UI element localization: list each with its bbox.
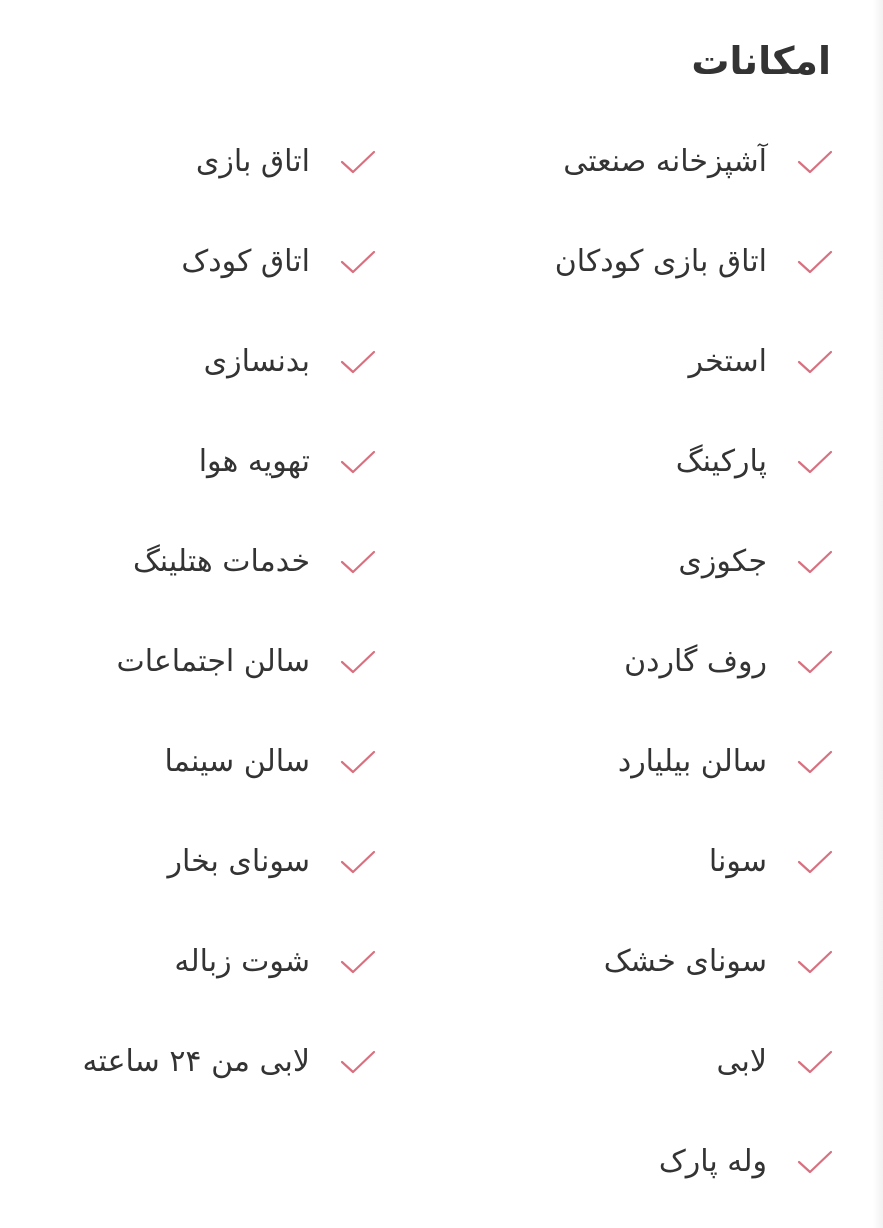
amenity-label: تهویه هوا <box>198 444 310 479</box>
check-icon <box>795 947 835 977</box>
amenity-label: خدمات هتلینگ <box>132 544 310 579</box>
amenity-label: سالن اجتماعات <box>116 644 310 679</box>
amenity-item <box>455 112 835 212</box>
check-icon <box>338 447 378 477</box>
amenity-label: پارکینگ <box>675 444 767 479</box>
amenity-label: لابی <box>716 1044 767 1079</box>
check-icon <box>795 1147 835 1177</box>
amenity-label: سونای بخار <box>167 844 310 879</box>
amenity-item <box>0 612 378 712</box>
check-icon <box>338 847 378 877</box>
amenity-item <box>455 912 835 1012</box>
amenity-item <box>0 812 378 912</box>
amenity-item <box>0 112 378 212</box>
amenity-item <box>455 612 835 712</box>
check-icon <box>795 347 835 377</box>
check-icon <box>795 447 835 477</box>
amenity-item <box>0 312 378 412</box>
amenity-label: اتاق بازی کودکان <box>554 244 767 279</box>
check-icon <box>338 1047 378 1077</box>
check-icon <box>338 247 378 277</box>
check-icon <box>338 347 378 377</box>
section-title: امکانات <box>691 39 831 83</box>
check-icon <box>338 647 378 677</box>
amenity-label: سونای خشک <box>603 944 767 979</box>
amenity-item <box>0 512 378 612</box>
amenity-item <box>455 1112 835 1212</box>
amenity-label: لابی من ۲۴ ساعته <box>82 1044 310 1079</box>
check-icon <box>795 847 835 877</box>
amenity-label: سالن سینما <box>164 744 310 779</box>
amenity-item <box>0 912 378 1012</box>
amenity-item <box>455 212 835 312</box>
check-icon <box>338 747 378 777</box>
check-icon <box>795 547 835 577</box>
amenity-item <box>455 712 835 812</box>
check-icon <box>338 547 378 577</box>
amenity-item <box>455 812 835 912</box>
amenity-label: استخر <box>688 344 767 379</box>
amenity-label: روف گاردن <box>624 644 767 679</box>
amenity-label: اتاق کودک <box>181 244 310 279</box>
amenity-item <box>0 412 378 512</box>
check-icon <box>795 247 835 277</box>
amenity-item <box>0 212 378 312</box>
amenity-label: جکوزی <box>678 544 767 579</box>
amenity-label: آشپزخانه صنعتی <box>563 144 767 179</box>
scroll-edge <box>873 0 883 1228</box>
amenity-item <box>455 412 835 512</box>
check-icon <box>338 147 378 177</box>
amenity-label: بدنسازی <box>203 344 310 379</box>
check-icon <box>795 1047 835 1077</box>
amenity-label: وله پارک <box>658 1144 767 1179</box>
amenity-item <box>0 712 378 812</box>
amenity-item <box>455 312 835 412</box>
check-icon <box>795 647 835 677</box>
amenity-label: اتاق بازی <box>195 144 310 179</box>
amenity-label: سونا <box>708 844 767 879</box>
amenities-column-left <box>0 112 378 1112</box>
amenity-item <box>455 512 835 612</box>
amenity-item <box>0 1012 378 1112</box>
check-icon <box>795 747 835 777</box>
check-icon <box>338 947 378 977</box>
amenity-label: شوت زباله <box>174 944 310 979</box>
amenity-item <box>455 1012 835 1112</box>
check-icon <box>795 147 835 177</box>
amenities-column-right <box>455 112 835 1212</box>
amenity-label: سالن بیلیارد <box>617 744 767 779</box>
